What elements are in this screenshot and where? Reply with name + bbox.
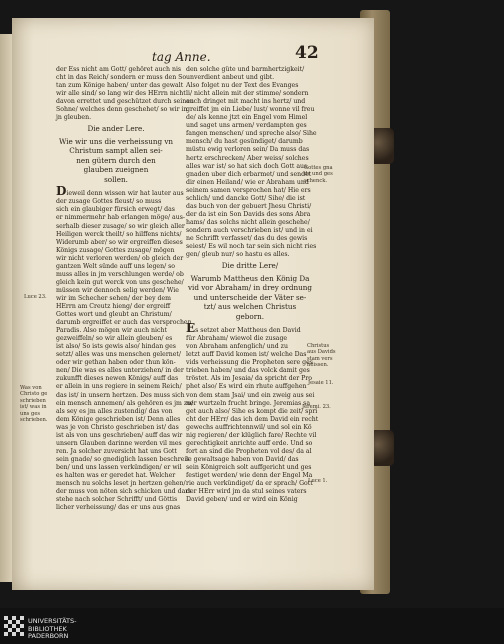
text-line: als sey es jm alles zustendig/ das von	[56, 407, 173, 415]
text-line: unverdient anbeut und gibt.	[186, 74, 275, 82]
library-name-line: BIBLIOTHEK	[28, 624, 67, 633]
text-line: licher verheissung/ das er uns aus gnas	[56, 504, 181, 512]
text-line: schlich/ und dancke Gott/ Sihe/ die ist	[186, 194, 306, 202]
text-line: Paradis. Also mögen wir auch nicht	[56, 327, 167, 335]
margin-note-line: schenck.	[304, 177, 328, 184]
text-line: vids verheissung die Propheten sere ges	[186, 359, 313, 367]
text-line: alles war ist/ so hat sich doch Gott aus	[186, 162, 308, 170]
text-line: ner wurtzeln frucht bringe. Jeremias sa	[186, 399, 311, 407]
text-line: was je von Christo geschrieben ist/ das	[56, 423, 179, 431]
text-line: sein Königreich solt auffgericht und ges	[186, 463, 312, 471]
text-line: mensch/ du hast gesündiget/ darumb	[186, 138, 303, 146]
text-line: HErrn am Creutz hieng/ der ergreiff	[56, 302, 171, 310]
running-head: tag Anne.	[152, 50, 211, 64]
text-line: müssen wir dennoch selig werden/ Wie	[56, 286, 179, 294]
text-line: von dem stam Jsai/ und ein zweig aus sei	[186, 391, 315, 399]
text-line: das buch von der gebuert Jhesu Christi/	[186, 202, 312, 210]
text-line: phet also/ Es wird ein rhute auffgehen	[186, 383, 307, 391]
heading-title: Die dritte Lere/	[221, 261, 279, 271]
text-line: festiget werden/ wie denn der Engel Ma	[186, 471, 313, 479]
text-line: Es setzet aber Mattheus den David	[186, 321, 301, 336]
library-name	[28, 618, 77, 641]
section-heading	[56, 124, 176, 184]
book-page	[12, 18, 374, 590]
text-line: gerechtigkeit anrichte auff erde. Und so	[186, 439, 313, 447]
section-heading	[186, 261, 314, 321]
margin-note-line: Gottes gna	[304, 165, 333, 171]
text-line: der da ist ein Son Davids des sons Abra	[186, 210, 311, 218]
text-line: Dieweil denn wissen wir hat lauter aus	[56, 184, 184, 199]
text-line: trieben haben/ und das volck damit ges	[186, 367, 310, 375]
text-line: gantzen Welt sünde auff uns legen/ so	[56, 262, 176, 270]
text-line: gnaden uber dich erbarmet/ und sendet	[186, 170, 312, 178]
text-line: seiest/ Es wil noch tar sein sich nicht ries	[186, 243, 317, 251]
margin-note-right-top	[304, 165, 333, 184]
heading-line: tzt/ aus welchen Christus	[203, 302, 297, 312]
text-line: wir im Schecher sehen/ der bey dem	[56, 294, 172, 302]
text-line: der Ess nicht am Gott/ gehöret auch nis	[56, 66, 182, 73]
text-line: er nimmermehr hab erlangen möge/ aus-	[56, 214, 185, 222]
margin-note-line: ist/ was in	[20, 404, 47, 411]
text-line: get auch also/ Sihe es kompt die zeit/ spri	[186, 407, 318, 415]
text-line: ben/ und uns lassen verkündigen/ er wil	[56, 463, 182, 471]
margin-note-line: heissen.	[307, 362, 329, 369]
text-line: er allein in uns regiere in seinem Reich/	[56, 383, 182, 391]
text-line: sein gnade/ so gnediglich lassen beschreis	[56, 455, 190, 463]
text-line: ist also/ So ists gewis also/ hindan ges	[56, 343, 176, 351]
text-line: das ist/ in unsern hertzen. Des muss sich	[56, 391, 185, 399]
text-line: setzt/ alles was uns menschen gelernet/	[56, 351, 182, 359]
text-line: cht in das Reich/ sondern er muss den So	[56, 74, 187, 82]
text-line: oder wir gethan haben oder thun kön-	[56, 359, 176, 367]
text-line: David geben/ und er wird ein König	[186, 496, 298, 504]
text-line: gleich kein gut werck von uns geschehe/	[56, 278, 184, 286]
text-line: davon errettet und geschützet durch seinen	[56, 98, 194, 106]
text-line: nen/ Die was es alles unterziehen/ in der	[56, 367, 184, 375]
text-line: Königs zusage/ Gottes zusage/ mögen	[56, 246, 175, 254]
heading-line: und unterscheide der Väter se-	[193, 292, 307, 302]
margin-note-right-mid	[307, 343, 336, 369]
text-line: serhalb dieser zusage/ so wir gleich aller	[56, 222, 185, 230]
text-line: den solche güte und barmhertzigkeit/	[186, 66, 305, 73]
heading-line: vid vor Abraham/ in drey ordnung	[187, 283, 312, 293]
text-line: der HErr wird jm da stul seines vaters	[186, 488, 307, 496]
margin-note-line: schrieben.	[20, 417, 48, 424]
text-line: es halten was er geredet hat. Welcher	[56, 471, 176, 479]
text-line: Also folget nu der Text des Evanges	[186, 82, 299, 90]
text-line: muss alles in jm verschlungen werde/ ob	[56, 270, 184, 278]
margin-note-line: schrieben	[20, 397, 46, 404]
text-line: Sohne/ welches denn geschehet/ so wir in	[56, 106, 188, 114]
text-line: seinem samen versprochen hat/ Hie ers	[186, 186, 311, 194]
text-line: rie auch verkündiget/ da er sprach/ Gott	[186, 480, 313, 488]
text-line: für Abraham/ wiewol die zusage	[186, 335, 288, 343]
text-line: dem Könige geschrieben ist/ Denn alles	[56, 415, 181, 423]
heading-line: Wie wir uns die verheissung vn	[58, 136, 174, 146]
margin-note-line: aus Davids	[307, 349, 336, 356]
margin-note-line: Christus	[307, 343, 330, 349]
text-line: nig regieren/ der klüglich fare/ Rechte vil	[186, 431, 317, 439]
margin-note-left-lower	[20, 385, 48, 423]
text-line: dir einen Heiland/ wie er Abraham und	[186, 178, 309, 186]
library-logo-icon	[4, 616, 24, 636]
margin-note-line: Was von	[20, 385, 42, 391]
text-line: tröstet. Als im Jesaia/ da spricht der Pro	[186, 375, 313, 383]
library-name-line: UNIVERSITÄTS-	[28, 617, 77, 625]
margin-note-line: de und ges	[304, 171, 333, 178]
heading-line: nen gütern durch den	[76, 155, 156, 165]
text-line: sich ein glaubiger fürsich erwegt/ das	[56, 206, 175, 214]
heading-line: glauben zueignen	[83, 165, 149, 175]
left-column	[56, 66, 194, 512]
heading-line: Christum sampt allen sei-	[69, 146, 163, 156]
heading-line: geborn.	[235, 311, 265, 321]
text-line: der zusage Gottes fleust/ so muss	[56, 198, 162, 206]
margin-note-line: uns ges	[20, 410, 41, 417]
text-line: gewechs auffrichtennwil/ und sol ein Kö	[186, 423, 312, 431]
text-line: fort an sind die Propheten vol des/ da al	[186, 447, 312, 455]
text-line: Heiligen werck theilt/ so hilffens nichts/	[56, 230, 182, 238]
text-line: Widerumb aber/ so wir ergreiffen dieses	[56, 238, 183, 246]
text-line: li/ nicht allein mit der stimme/ sondern	[186, 90, 309, 98]
margin-note-luce: Luce 23.	[24, 294, 47, 300]
text-line: letzt auff David komen ist/ welche Das	[186, 351, 307, 359]
text-line: jn gleuben.	[56, 114, 92, 122]
text-line: greiffet jm ein Liebe/ lust/ wonne vil freu	[186, 106, 315, 114]
text-line: cht der HErr/ das ich dem David ein recht	[186, 415, 319, 423]
margin-note-jeremie: Jeremi. 23.	[302, 404, 331, 410]
text-line: von Abraham anfenglich/ und zu	[186, 343, 288, 351]
text-line: mensch nu solchs leset jn hertzen gehen/	[56, 480, 186, 488]
text-line: wir nicht verloren werden/ ob gleich der	[56, 254, 184, 262]
margin-note-esaie: Jesaie 11.	[308, 380, 334, 386]
text-line: sondern auch verschrieben ist/ und in ei	[186, 226, 313, 234]
text-line: zukunfft dieses newen Königs/ auff das	[56, 375, 179, 383]
left-page-edge	[0, 34, 12, 582]
page-number: 42	[295, 43, 319, 63]
margin-note-line: Christo ge	[20, 391, 48, 398]
text-line: tan zum Könige haben/ unter das gewalt	[56, 82, 184, 90]
text-line: unsern Glauben darinne werden vil mes	[56, 439, 182, 447]
text-line: fangen menschen/ und spreche also/ Sihe	[186, 130, 317, 138]
text-line: de/ als kenne jtzt ein Engel vom Himel	[186, 114, 308, 122]
text-line: hertz erschrecken/ Aber weiss/ solches	[186, 154, 309, 162]
text-line: ne Schrifft verfasset/ das du des gewis	[186, 234, 308, 242]
margin-note-line: stam vers	[307, 355, 333, 362]
text-line: auch dringet mit macht ins hertz/ und	[186, 98, 306, 106]
heading-title: Die ander Lere.	[87, 124, 145, 134]
heading-line: sollen.	[104, 174, 128, 184]
text-line: und saget uns armen/ verdampten ges	[186, 122, 307, 130]
text-line: ein mensch annemen/ als gehören es jm zu/	[56, 399, 194, 407]
text-line: gezweiffeln/ so wir allein gleuben/ es	[56, 335, 173, 343]
text-line: le gewaltsage haben von David/ das	[186, 455, 299, 463]
heading-line: Warumb Mattheus den König Da	[190, 273, 310, 283]
text-line: hams/ das solchs nicht allein geschehe/	[186, 218, 310, 226]
text-line: Gottes wort und gleubt an Christum/	[56, 311, 172, 319]
text-line: stehe nach solcher Schrifft/ und Göttis	[56, 496, 178, 504]
library-name-line: PADERBORN	[28, 632, 69, 641]
margin-note-luce-right: Luce 1.	[308, 478, 328, 484]
text-line: darumb ergreiffet er auch das versprochen	[56, 319, 192, 327]
text-line: der muss von nöten sich schicken und dars	[56, 488, 192, 496]
text-line: müstu ewig verloren sein/ Da muss das	[186, 146, 310, 154]
text-line: ist als von uns geschrieben/ auff das wir	[56, 431, 183, 439]
library-footer	[0, 608, 504, 644]
text-line: gen/ gleub nur/ so hastu es alles.	[186, 251, 290, 259]
text-line: ren. Ja solcher zuversicht hat uns Gott	[56, 447, 177, 455]
text-line: wir alle sind/ so lang wir des HErrn nicht	[56, 90, 186, 98]
